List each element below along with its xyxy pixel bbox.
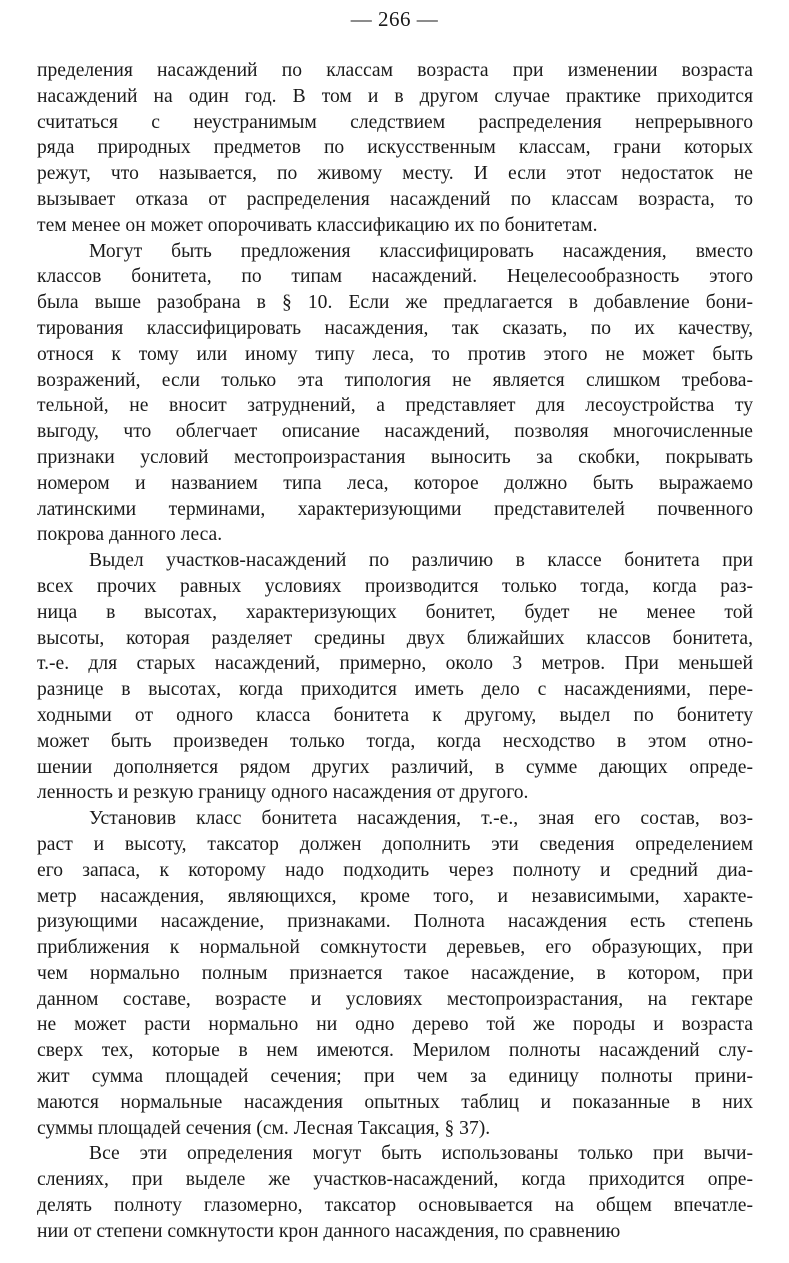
text-line: признаки условий местопроизрастания выносить за скобки, покрывать [37, 446, 753, 468]
text-line: сверх тех, которые в нем имеются. Мерилом полноты насаждений слу- [37, 1040, 753, 1062]
page-number: — 266 — [350, 7, 439, 31]
text-line: данном составе, возрасте и условиях местопроизрастания, на гектаре [37, 988, 753, 1010]
text-line: тельной, не вносит затруднений, а представляет для лесоустройства ту [37, 395, 753, 417]
body-text [37, 58, 753, 1245]
paragraph [37, 806, 753, 1141]
text-line: ходными от одного класса бонитета к другому, выдел по бонитету [37, 704, 753, 726]
text-line: ница в высотах, характеризующих бонитет, будет не менее той [37, 601, 753, 623]
text-line: нии от степени сомкнутости крон данного насаждения, по сравнению [37, 1220, 621, 1242]
text-line: Все эти определения могут быть использованы только при вычи- [89, 1143, 753, 1165]
text-line: была выше разобрана в § 10. Если же предлагается в добавление бони- [37, 292, 753, 314]
text-line: номером и названием типа леса, которое должно быть выражаемо [37, 472, 753, 494]
text-line: Выдел участков-насаждений по различию в классе бонитета при [89, 550, 753, 572]
text-line: разнице в высотах, когда приходится иметь дело с насаждениями, пере- [37, 679, 753, 701]
text-line: Установив класс бонитета насаждения, т.-е., зная его состав, воз- [89, 808, 753, 830]
text-line: может быть произведен только тогда, когда несходство в этом отно- [37, 730, 753, 752]
text-line: метр насаждения, являющихся, кроме того, и независимыми, характе- [37, 885, 753, 907]
text-line: возражений, если только эта типология не является слишком требова- [37, 369, 753, 391]
text-line: суммы площадей сечения (см. Лесная Таксация, § 37). [37, 1117, 491, 1139]
text-line: латинскими терминами, характеризующими представителей почвенного [37, 498, 753, 520]
text-line: считаться с неустранимым следствием распределения непрерывного [37, 111, 753, 133]
text-line: приближения к нормальной сомкнутости деревьев, его образующих, при [37, 937, 753, 959]
text-line: маются нормальные насаждения опытных таблиц и показанные в них [37, 1091, 753, 1113]
paragraph [37, 58, 753, 239]
text-line: относя к тому или иному типу леса, то против этого не может быть [37, 343, 753, 365]
text-line: покрова данного леса. [37, 524, 223, 546]
text-line: Могут быть предложения классифицировать насаждения, вместо [89, 240, 753, 262]
text-line: чем нормально полным признается такое насаждение, в котором, при [37, 962, 753, 984]
text-line: т.-е. для старых насаждений, примерно, около 3 метров. При меньшей [37, 653, 753, 675]
text-line: раст и высоту, таксатор должен дополнить эти сведения определением [37, 833, 753, 855]
text-line: тем менее он может опорочивать классификацию их по бонитетам. [37, 214, 598, 236]
paragraph [37, 239, 753, 549]
paragraph [37, 548, 753, 806]
text-line: его запаса, к которому надо подходить через полноту и средний диа- [37, 859, 753, 881]
text-line: слениях, при выделе же участков-насаждений, когда приходится опре- [37, 1169, 753, 1191]
paragraph [37, 1141, 753, 1244]
text-line: жит сумма площадей сечения; при чем за единицу полноты прини- [37, 1066, 753, 1088]
text-line: тирования классифицировать насаждения, так сказать, по их качеству, [37, 317, 753, 339]
text-line: высоты, которая разделяет средины двух ближайших классов бонитета, [37, 627, 753, 649]
text-line: классов бонитета, по типам насаждений. Нецелесообразность этого [37, 266, 753, 288]
text-line: выгоду, что облегчает описание насаждений, позволяя многочисленные [37, 421, 753, 443]
text-line: всех прочих равных условиях производится только тогда, когда раз- [37, 575, 753, 597]
text-line: ризующими насаждение, признаками. Полнота насаждения есть степень [37, 911, 753, 933]
text-line: насаждений на один год. В том и в другом случае практике приходится [37, 85, 753, 107]
text-line: пределения насаждений по классам возраста при изменении возраста [37, 60, 753, 81]
text-line: режут, что называется, по живому месту. И если этот недостаток не [37, 163, 753, 185]
text-line: ряда природных предметов по искусственным классам, грани которых [37, 137, 753, 159]
text-line: делять полноту глазомерно, таксатор основывается на общем впечатле- [37, 1195, 753, 1217]
text-line: вызывает отказа от распределения насаждений по классам возраста, то [37, 188, 753, 210]
text-line: не может расти нормально ни одно дерево той же породы и возраста [37, 1014, 753, 1036]
text-line: шении дополняется рядом других различий, в сумме дающих опреде- [37, 756, 753, 778]
text-line: ленность и резкую границу одного насаждения от другого. [37, 782, 529, 804]
